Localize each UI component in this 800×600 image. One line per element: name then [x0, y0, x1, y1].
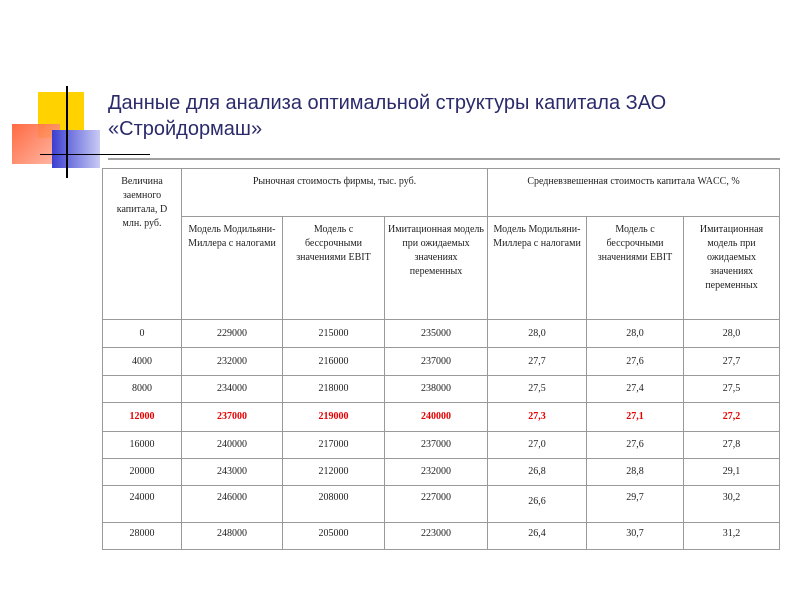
cell-value-sim: 232000 — [385, 459, 488, 486]
cell-value-sim: 237000 — [385, 432, 488, 459]
header-wacc-mm: Модель Модильяни-Миллера с налогами — [488, 217, 587, 320]
cell-value-mm: 246000 — [182, 486, 283, 523]
cell-value-sim: 223000 — [385, 523, 488, 550]
cell-value-sim: 237000 — [385, 348, 488, 376]
slide-title-line-1: Данные для анализа оптимальной структуры капитала ЗАО — [108, 92, 667, 114]
cell-wacc-ebit: 27,6 — [587, 432, 684, 459]
table-subheader-row — [103, 217, 780, 320]
table-row — [103, 348, 780, 376]
cell-value-mm: 248000 — [182, 523, 283, 550]
decor-horizontal-line — [40, 154, 150, 155]
capital-structure-table — [102, 168, 780, 550]
table-row-highlighted — [103, 403, 780, 432]
cell-wacc-mm: 26,4 — [488, 523, 587, 550]
cell-debt: 8000 — [103, 376, 182, 403]
decor-vertical-line — [66, 86, 68, 178]
cell-value-sim: 235000 — [385, 320, 488, 348]
table-row — [103, 523, 780, 550]
cell-wacc-sim: 27,7 — [684, 348, 780, 376]
cell-wacc-mm: 28,0 — [488, 320, 587, 348]
title-underline — [108, 158, 780, 160]
cell-value-ebit: 208000 — [283, 486, 385, 523]
cell-value-mm: 243000 — [182, 459, 283, 486]
cell-value-mm: 229000 — [182, 320, 283, 348]
header-value-mm: Модель Модильяни-Миллера с налогами — [182, 217, 283, 320]
cell-wacc-ebit: 28,8 — [587, 459, 684, 486]
cell-wacc-sim: 27,2 — [684, 403, 780, 432]
header-value-ebit: Модель с бессрочными значениями EBIT — [283, 217, 385, 320]
cell-wacc-ebit: 27,1 — [587, 403, 684, 432]
cell-wacc-ebit: 30,7 — [587, 523, 684, 550]
cell-value-ebit: 205000 — [283, 523, 385, 550]
header-debt: Величина заемного капитала, D млн. руб. — [103, 169, 182, 320]
cell-wacc-sim: 27,8 — [684, 432, 780, 459]
cell-wacc-ebit: 29,7 — [587, 486, 684, 523]
cell-value-mm: 240000 — [182, 432, 283, 459]
slide-title-line-2: «Стройдормаш» — [108, 118, 263, 140]
slide-title — [108, 90, 768, 142]
cell-debt: 12000 — [103, 403, 182, 432]
cell-debt: 4000 — [103, 348, 182, 376]
cell-wacc-ebit: 27,6 — [587, 348, 684, 376]
cell-value-ebit: 216000 — [283, 348, 385, 376]
decor-blue-square — [52, 130, 100, 168]
table-row — [103, 376, 780, 403]
cell-value-ebit: 219000 — [283, 403, 385, 432]
header-market-value: Рыночная стоимость фирмы, тыс. руб. — [182, 169, 488, 217]
cell-wacc-mm: 27,5 — [488, 376, 587, 403]
cell-wacc-sim: 30,2 — [684, 486, 780, 523]
table-row — [103, 320, 780, 348]
cell-debt: 28000 — [103, 523, 182, 550]
cell-wacc-mm: 27,7 — [488, 348, 587, 376]
cell-wacc-mm: 26,8 — [488, 459, 587, 486]
cell-wacc-ebit: 27,4 — [587, 376, 684, 403]
cell-value-mm: 234000 — [182, 376, 283, 403]
cell-value-ebit: 218000 — [283, 376, 385, 403]
cell-wacc-mm: 26,6 — [488, 486, 587, 523]
cell-value-sim: 238000 — [385, 376, 488, 403]
cell-value-mm: 232000 — [182, 348, 283, 376]
cell-value-sim: 240000 — [385, 403, 488, 432]
cell-debt: 20000 — [103, 459, 182, 486]
cell-debt: 16000 — [103, 432, 182, 459]
header-value-sim: Имитационная модель при ожидаемых значениях переменных — [385, 217, 488, 320]
cell-debt: 24000 — [103, 486, 182, 523]
header-wacc: Средневзвешенная стоимость капитала WACC, % — [488, 169, 780, 217]
table-row — [103, 432, 780, 459]
table-header-row — [103, 169, 780, 217]
cell-value-ebit: 212000 — [283, 459, 385, 486]
cell-wacc-sim: 27,5 — [684, 376, 780, 403]
cell-value-mm: 237000 — [182, 403, 283, 432]
table-row — [103, 459, 780, 486]
cell-wacc-ebit: 28,0 — [587, 320, 684, 348]
cell-debt: 0 — [103, 320, 182, 348]
cell-wacc-mm: 27,0 — [488, 432, 587, 459]
cell-wacc-sim: 29,1 — [684, 459, 780, 486]
cell-wacc-mm: 27,3 — [488, 403, 587, 432]
cell-value-ebit: 215000 — [283, 320, 385, 348]
table-row — [103, 486, 780, 523]
cell-value-sim: 227000 — [385, 486, 488, 523]
cell-wacc-sim: 31,2 — [684, 523, 780, 550]
header-wacc-sim: Имитационная модель при ожидаемых значениях переменных — [684, 217, 780, 320]
cell-value-ebit: 217000 — [283, 432, 385, 459]
cell-wacc-sim: 28,0 — [684, 320, 780, 348]
header-wacc-ebit: Модель с бессрочными значениями EBIT — [587, 217, 684, 320]
